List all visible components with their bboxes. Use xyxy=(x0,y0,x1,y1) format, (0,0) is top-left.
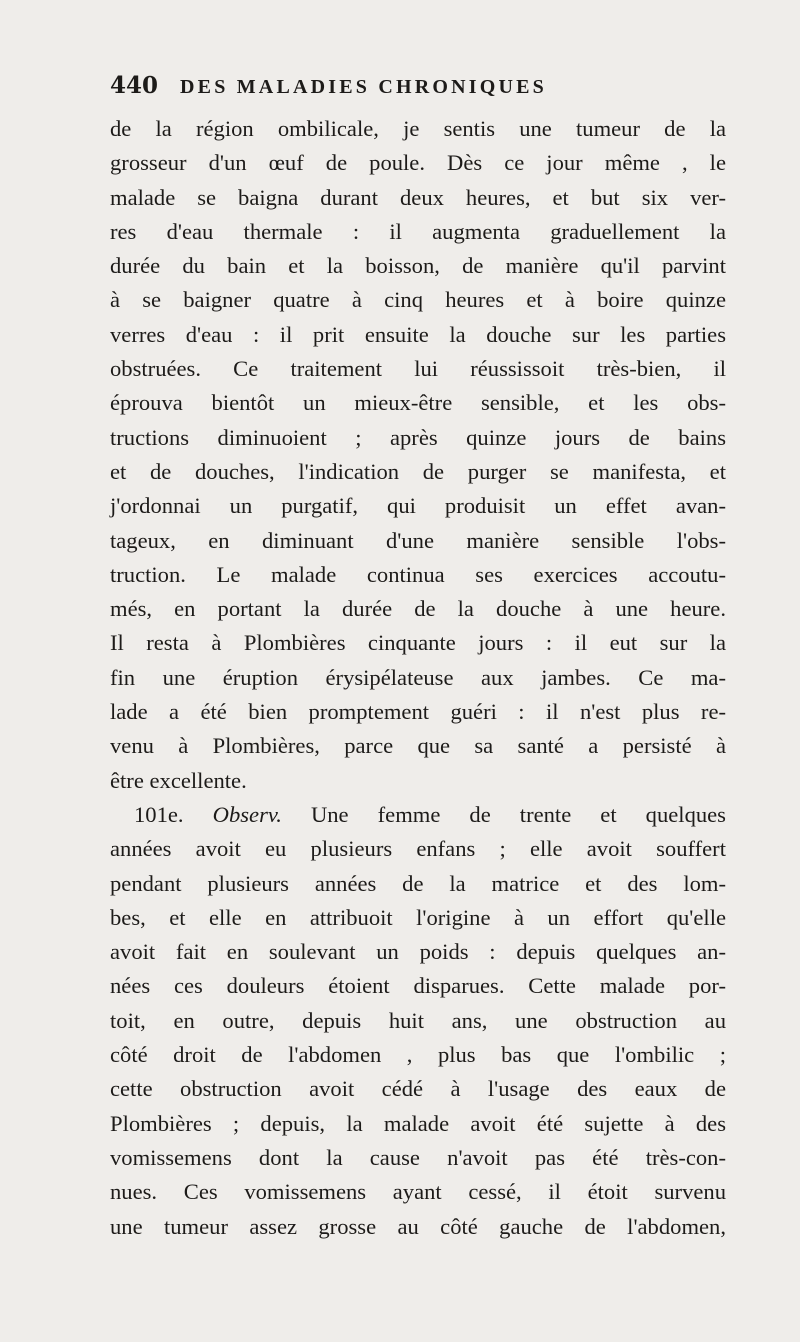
text-line: Il resta à Plombières cinquante jours : il eut sur la xyxy=(110,630,726,656)
text-line: années avoit eu plusieurs enfans ; elle avoit souffert xyxy=(110,836,726,862)
running-title: DES MALADIES CHRONIQUES xyxy=(180,76,548,98)
text-line: cette obstruction avoit cédé à l'usage des eaux de xyxy=(110,1076,726,1102)
text-line: malade se baigna durant deux heures, et but six ver- xyxy=(110,184,726,210)
text-line: j'ordonnai un purgatif, qui produisit un effet avan- xyxy=(110,493,726,519)
text-line: verres d'eau : il prit ensuite la douche sur les parties xyxy=(110,321,726,347)
page-number: 440 xyxy=(110,72,159,99)
text-line: bes, et elle en attribuoit l'origine à un effort qu'elle xyxy=(110,904,726,930)
text-line: truction. Le malade continua ses exercices accoutu- xyxy=(110,561,726,587)
text-line: à se baigner quatre à cinq heures et à boire quinze xyxy=(110,287,726,313)
text-line: durée du bain et la boisson, de manière qu'il parvint xyxy=(110,253,726,279)
text-line: lade a été bien promptement guéri : il n'est plus re- xyxy=(110,699,726,725)
text-line: venu à Plombières, parce que sa santé a persisté à xyxy=(110,733,726,759)
text-line: tageux, en diminuant d'une manière sensible l'obs- xyxy=(110,527,726,553)
text-line: vomissemens dont la cause n'avoit pas été très-con- xyxy=(110,1144,726,1170)
text-line: més, en portant la durée de la douche à une heure. xyxy=(110,596,726,622)
text-line: être excellente. xyxy=(110,767,247,793)
body-text xyxy=(110,112,726,1244)
text-line: grosseur d'un œuf de poule. Dès ce jour même , le xyxy=(110,150,726,176)
observation-label: Observ. xyxy=(212,801,282,827)
text-line: de la région ombilicale, je sentis une tumeur de la xyxy=(110,116,726,141)
text-line: côté droit de l'abdomen , plus bas que l'ombilic ; xyxy=(110,1042,726,1068)
text-line: avoit fait en soulevant un poids : depuis quelques an- xyxy=(110,939,726,965)
text-line: nées ces douleurs étoient disparues. Cette malade por- xyxy=(110,973,726,999)
text-line: pendant plusieurs années de la matrice et des lom- xyxy=(110,870,726,896)
text-line: tructions diminuoient ; après quinze jours de bains xyxy=(110,424,726,450)
observation-first-line: Une femme de trente et quelques xyxy=(310,801,726,827)
text-line: fin une éruption érysipélateuse aux jambes. Ce ma- xyxy=(110,664,726,690)
text-line: toit, en outre, depuis huit ans, une obstruction au xyxy=(110,1007,726,1033)
text-line: une tumeur assez grosse au côté gauche de l'abdomen, xyxy=(110,1213,726,1239)
running-head xyxy=(110,72,710,112)
text-line: res d'eau thermale : il augmenta graduellement la xyxy=(110,218,726,244)
observation-number: 101e. xyxy=(134,801,184,827)
text-line: obstruées. Ce traitement lui réussissoit très-bien, il xyxy=(110,356,726,382)
text-line: nues. Ces vomissemens ayant cessé, il étoit survenu xyxy=(110,1179,726,1205)
text-line: et de douches, l'indication de purger se manifesta, et xyxy=(110,458,726,484)
text-line: Plombières ; depuis, la malade avoit été sujette à des xyxy=(110,1110,726,1136)
text-line: éprouva bientôt un mieux-être sensible, et les obs- xyxy=(110,390,726,416)
observation-heading-line xyxy=(110,798,726,832)
